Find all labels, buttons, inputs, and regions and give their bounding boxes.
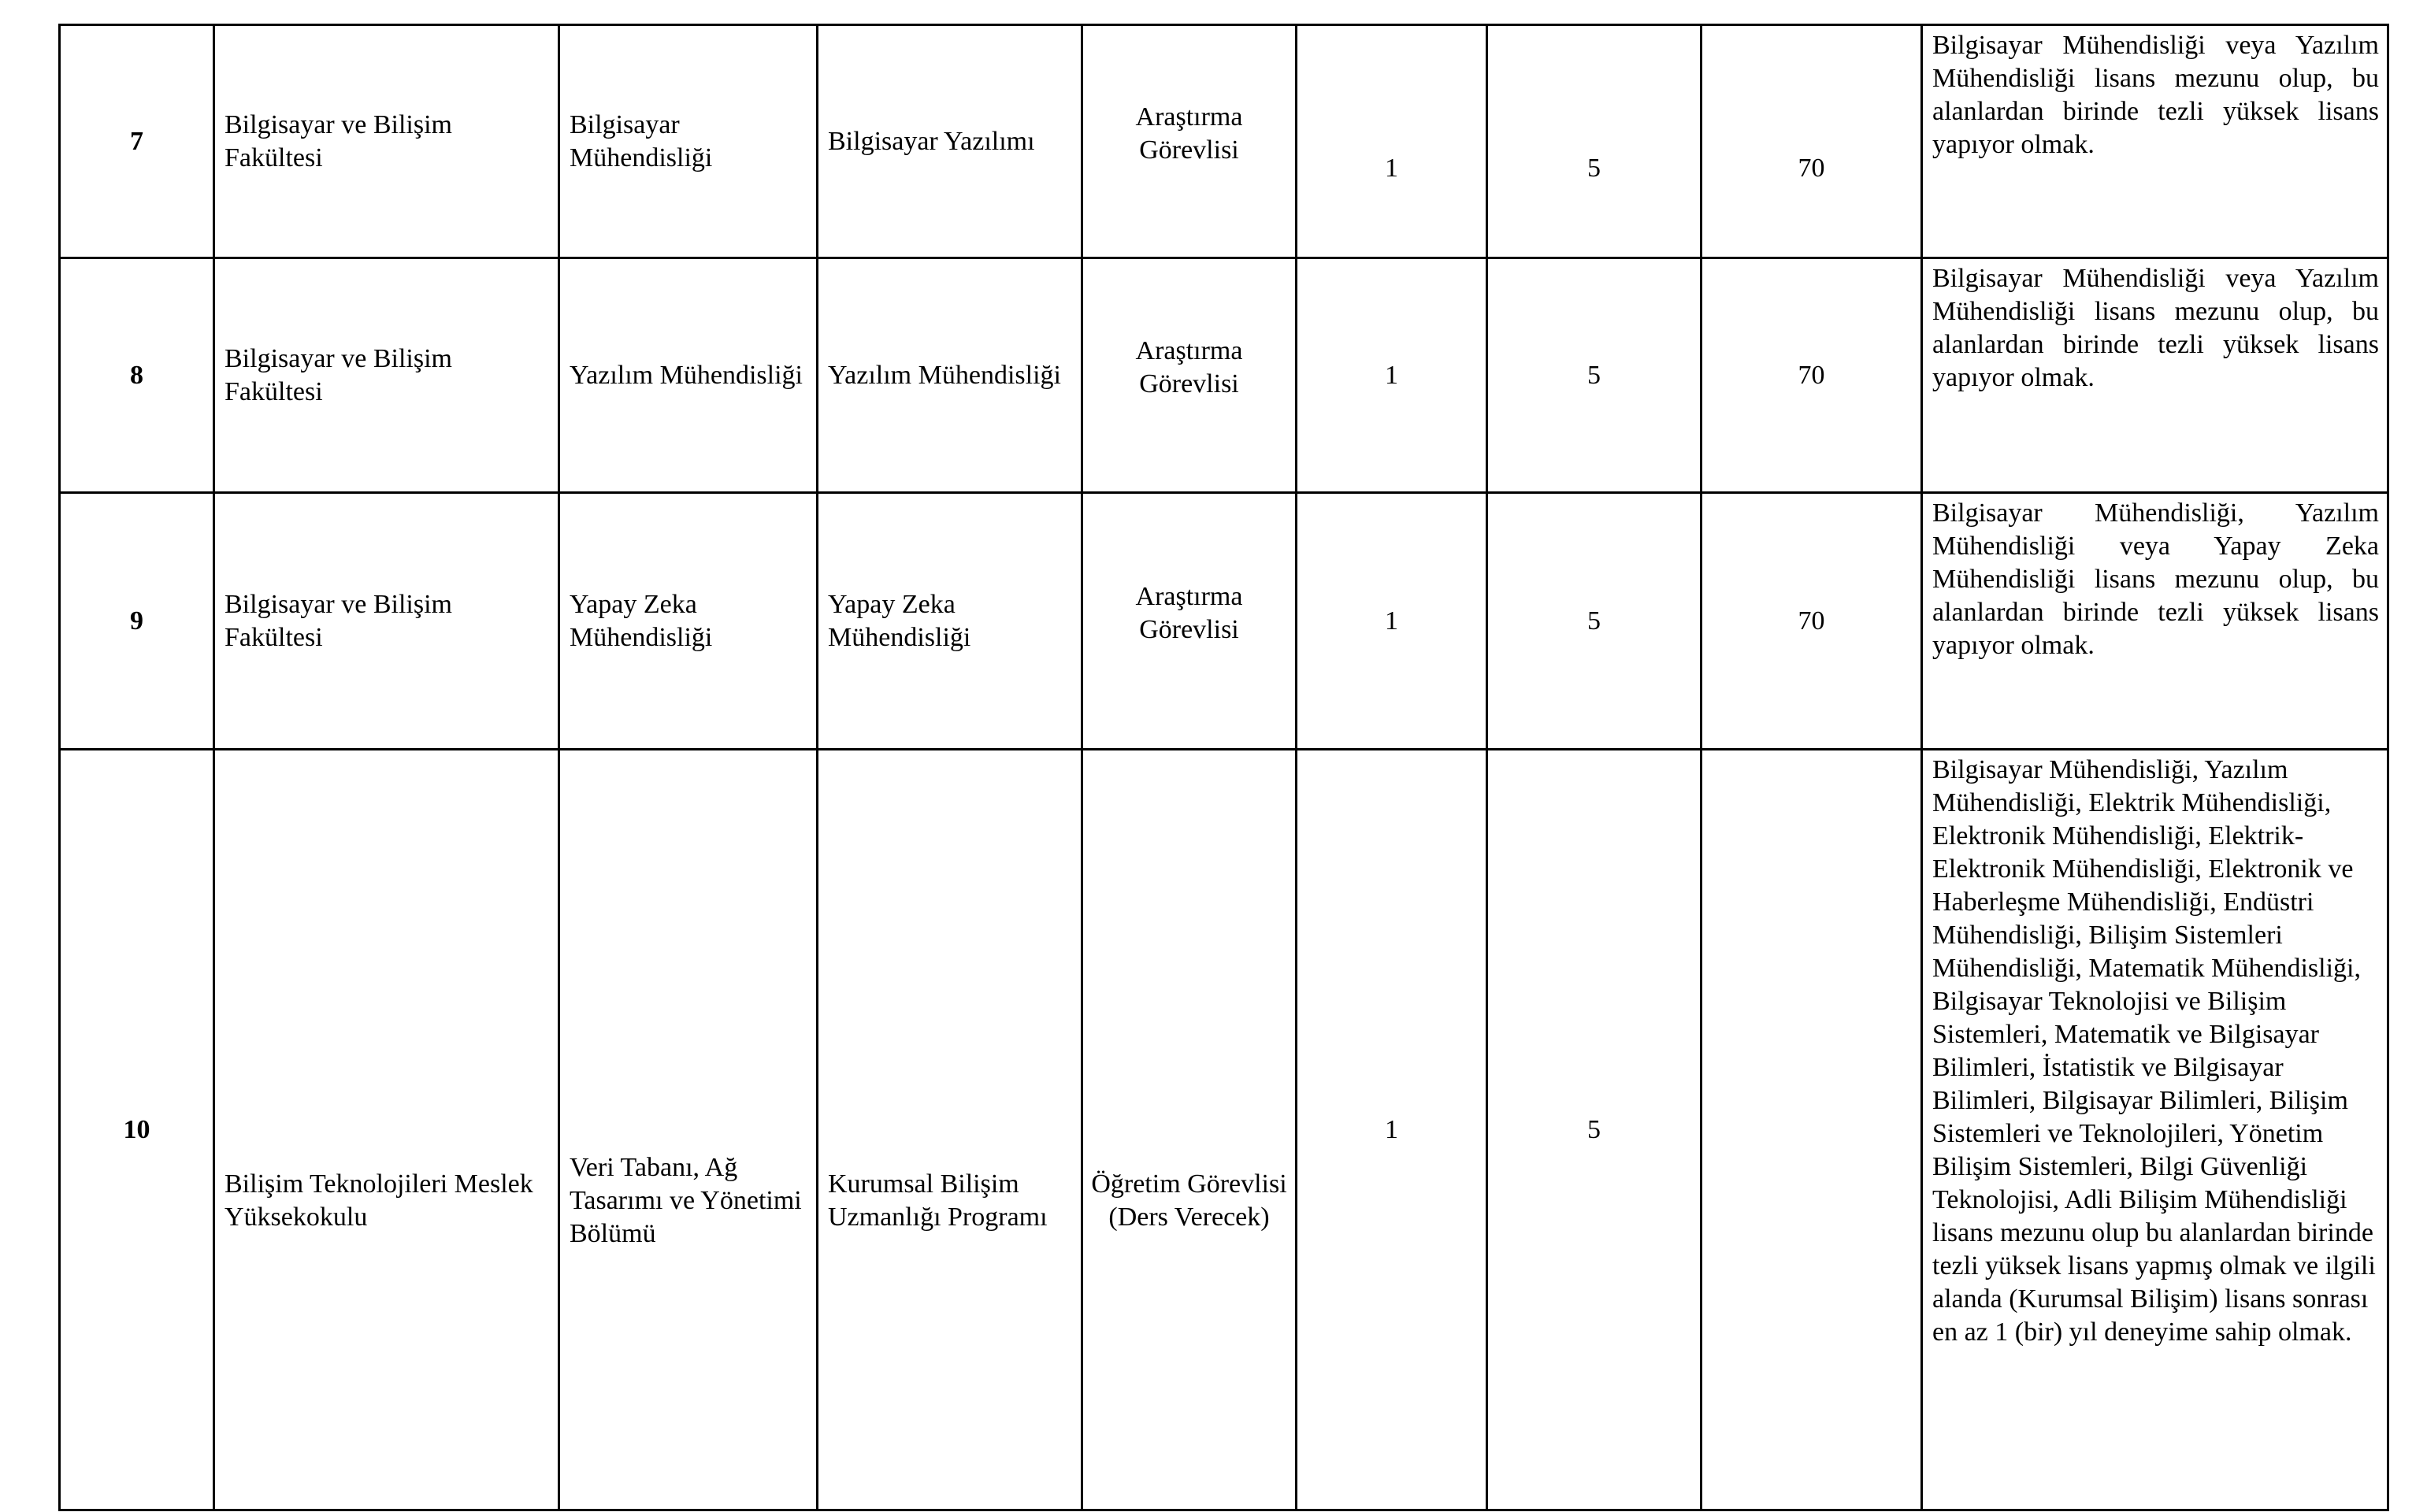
row-number: 9 — [60, 493, 214, 750]
department-cell: Yazılım Mühendisliği — [559, 258, 818, 493]
faculty-cell: Bilgisayar ve Bilişim Fakültesi — [214, 258, 559, 493]
requirements-cell: Bilgisayar Mühendisliği, Yazılım Mühendisliği, Elektrik Mühendisliği, Elektronik Mühendisliği, Elektrik-Elektronik Mühendisliği, Elektronik ve Haberleşme Mühendisliği, Endüstri Mühendisliği, Bilişim Sistemleri Mühendisliği, Matematik Mühendisliği, Bilgisayar Teknolojisi ve Bilişim Sistemleri, Matematik ve Bilgisayar Bilimleri, İstatistik ve Bilgisayar Bilimleri, Bilgisayar Bilimleri, Bilişim Sistemleri ve Teknolojileri, Yönetim Bilişim Sistemleri, Bilgi Güvenliği Teknolojisi, Adli Bilişim Mühendisliği lisans mezunu olup bu alanlardan birinde tezli yüksek lisans yapmış olmak ve ilgili alanda (Kurumsal Bilişim) lisans sonrası en az 1 (bir) yıl deneyime sahip olmak. — [1922, 750, 2388, 1510]
count-cell — [1297, 25, 1487, 258]
language-cell — [1701, 750, 1922, 1510]
department-cell: Bilgisayar Mühendisliği — [559, 25, 818, 258]
title-cell — [1082, 493, 1297, 750]
ales-value: 5 — [1587, 153, 1601, 183]
department-cell: Yapay Zeka Mühendisliği — [559, 493, 818, 750]
staff-announcement-table — [58, 24, 2389, 1511]
title-cell — [1082, 258, 1297, 493]
count-cell: 1 — [1297, 750, 1487, 1510]
faculty-cell: Bilgisayar ve Bilişim Fakültesi — [214, 25, 559, 258]
program-cell: Bilgisayar Yazılımı — [818, 25, 1082, 258]
program-cell: Yapay Zeka Mühendisliği — [818, 493, 1082, 750]
row-number: 10 — [60, 750, 214, 1510]
count-value: 1 — [1385, 153, 1398, 183]
count-cell: 1 — [1297, 493, 1487, 750]
program-text: Kurumsal Bilişim Uzmanlığı Programı — [828, 1169, 1048, 1232]
program-cell: Yazılım Mühendisliği — [818, 258, 1082, 493]
row-number: 8 — [60, 258, 214, 493]
ales-cell: 5 — [1487, 258, 1701, 493]
requirements-cell: Bilgisayar Mühendisliği, Yazılım Mühendisliği veya Yapay Zeka Mühendisliği lisans mezunu olup, bu alanlardan birinde tezli yüksek lisans yapıyor olmak. — [1922, 493, 2388, 750]
row-number: 7 — [60, 25, 214, 258]
requirements-cell: Bilgisayar Mühendisliği veya Yazılım Mühendisliği lisans mezunu olup, bu alanlardan birinde tezli yüksek lisans yapıyor olmak. — [1922, 258, 2388, 493]
program-cell — [818, 750, 1082, 1510]
title-text: Araştırma Görevlisi — [1135, 581, 1243, 644]
faculty-cell: Bilgisayar ve Bilişim Fakültesi — [214, 493, 559, 750]
language-cell: 70 — [1701, 493, 1922, 750]
language-value: 70 — [1798, 153, 1825, 183]
table-row — [60, 750, 2388, 1510]
ales-cell — [1487, 25, 1701, 258]
table-row — [60, 258, 2388, 493]
department-cell — [559, 750, 818, 1510]
title-cell — [1082, 25, 1297, 258]
department-text: Veri Tabanı, Ağ Tasarımı ve Yönetimi Bölümü — [570, 1152, 802, 1248]
title-text: Öğretim Görevlisi (Ders Verecek) — [1091, 1169, 1287, 1232]
title-text: Araştırma Görevlisi — [1135, 102, 1243, 165]
language-cell: 70 — [1701, 258, 1922, 493]
faculty-text: Bilişim Teknolojileri Meslek Yüksekokulu — [225, 1169, 533, 1232]
language-cell — [1701, 25, 1922, 258]
ales-cell: 5 — [1487, 493, 1701, 750]
table-row — [60, 493, 2388, 750]
title-text: Araştırma Görevlisi — [1135, 335, 1243, 398]
ales-cell: 5 — [1487, 750, 1701, 1510]
faculty-cell — [214, 750, 559, 1510]
requirements-cell: Bilgisayar Mühendisliği veya Yazılım Mühendisliği lisans mezunu olup, bu alanlardan birinde tezli yüksek lisans yapıyor olmak. — [1922, 25, 2388, 258]
table-row — [60, 25, 2388, 258]
count-cell: 1 — [1297, 258, 1487, 493]
title-cell — [1082, 750, 1297, 1510]
